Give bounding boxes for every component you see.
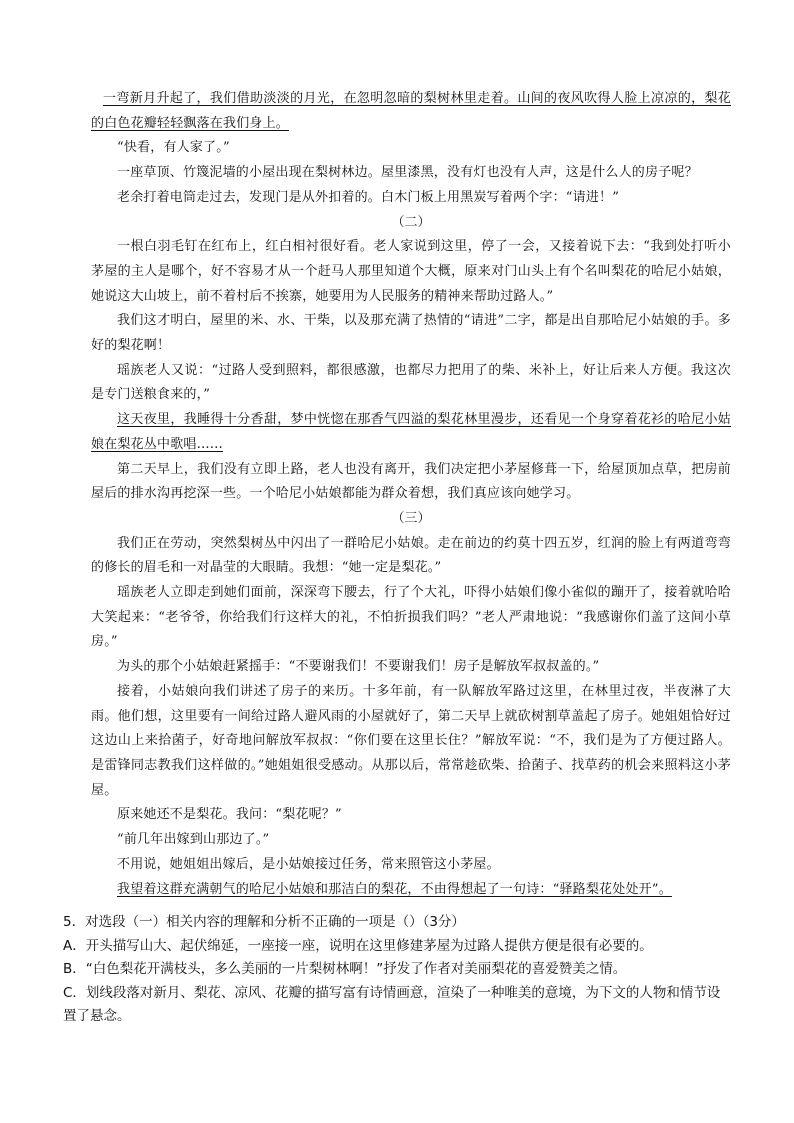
passage-paragraph: 接着，小姑娘向我们讲述了房子的来历。十多年前，有一队解放军路过这里，在林里过夜，半夜淋了大雨。他们想，这里要有一间给过路人避风雨的小屋就好了，第二天早上就砍树割草盖起了房子。她姐姐恰好过这边山上来拾菌子，好奇地问解放军叔叔：“你们要在这里长住？”解放军说：“不，我们是为了方便过路人。是雷锋同志教我们这样做的。”她姐姐很受感动。从那以后，常常趁砍柴、拾菌子、找草药的机会来照料这小茅屋。 bbox=[91, 683, 731, 798]
passage-paragraph: 瑶族老人又说：“过路人受到照料，都很感激，也都尽力把用了的柴、米补上，好让后来人方便。我这次是专门送粮食来的，” bbox=[91, 362, 731, 403]
passage-paragraph: 为头的那个小姑娘赶紧摇手：“不要谢我们！不要谢我们！房子是解放军叔叔盖的。” bbox=[117, 659, 600, 675]
passage bbox=[91, 87, 731, 902]
passage-paragraph: 老余打着电筒走过去，发现门是从外扣着的。白木门板上用黑炭写着两个字：“请进！” bbox=[117, 189, 620, 205]
passage-paragraph-underlined: 我望着这群充满朝气的哈尼小姑娘和那洁白的梨花，不由得想起了一句诗：“驿路梨花处处开”。 bbox=[117, 881, 672, 897]
passage-paragraph: 一根白羽毛钉在红布上，红白相衬很好看。老人家说到这里，停了一会，又接着说下去：“我到处打听小茅屋的主人是哪个，好不容易才从一个赶马人那里知道个大概，原来对门山头上有个名叫梨花的哈尼小姑娘，她说这大山坡上，前不着村后不挨寨，她要用为人民服务的精神来帮助过路人。” bbox=[91, 239, 731, 304]
passage-paragraph: “前几年出嫁到山那边了。” bbox=[117, 832, 270, 848]
passage-paragraph-underlined: 一弯新月升起了，我们借助淡淡的月光，在忽明忽暗的梨树林里走着。山间的夜风吹得人脸上凉凉的，梨花的白色花瓣轻轻飘落在我们身上。 bbox=[91, 91, 731, 131]
passage-paragraph: “快看，有人家了。” bbox=[117, 140, 230, 156]
question-block bbox=[63, 911, 733, 1029]
passage-paragraph: 一座草顶、竹篾泥墙的小屋出现在梨树林边。屋里漆黑，没有灯也没有人声，这是什么人的房子呢？ bbox=[117, 165, 698, 181]
passage-paragraph: 瑶族老人立即走到她们面前，深深弯下腰去，行了个大礼，吓得小姑娘们像小雀似的蹦开了，接着就哈哈大笑起来：“老爷爷，你给我们行这样大的礼，不怕折损我们吗？”老人严肃地说：“我感谢你们盖了这间小草房。” bbox=[91, 585, 731, 650]
passage-paragraph: 不用说，她姐姐出嫁后，是小姑娘接过任务，常来照管这小茅屋。 bbox=[117, 856, 500, 872]
passage-paragraph: 我们这才明白，屋里的米、水、干柴，以及那充满了热情的“请进”二字，都是出自那哈尼小姑娘的手。多好的梨花啊！ bbox=[91, 313, 731, 354]
passage-paragraph: 我们正在劳动，突然梨树丛中闪出了一群哈尼小姑娘。走在前边的约莫十四五岁，红润的脸上有两道弯弯的修长的眉毛和一对晶莹的大眼睛。我想：“她一定是梨花。” bbox=[91, 535, 731, 576]
option-a: A．开头描写山大、起伏绵延，一座接一座，说明在这里修建茅屋为过路人提供方便是很有必要的。 bbox=[63, 937, 653, 954]
section-heading-2: （二） bbox=[391, 214, 431, 230]
section-heading-3: （三） bbox=[391, 510, 431, 526]
option-b: B．“白色梨花开满枝头，多么美丽的一片梨树林啊！”抒发了作者对美丽梨花的喜爱赞美之情。 bbox=[63, 961, 627, 977]
question-stem: 5．对选段（一）相关内容的理解和分析不正确的一项是（）（3分） bbox=[63, 914, 465, 930]
option-c: C．划线段落对新月、梨花、凉风、花瓣的描写富有诗情画意，渲染了一种唯美的意境，为下文的人物和情节设置了悬念。 bbox=[63, 984, 721, 1024]
passage-paragraph: 原来她还不是梨花。我问：“梨花呢？” bbox=[117, 807, 342, 823]
passage-paragraph: 第二天早上，我们没有立即上路，老人也没有离开，我们决定把小茅屋修葺一下，给屋顶加点草，把房前屋后的排水沟再挖深一些。一个哈尼小姑娘都能为群众着想，我们真应该向她学习。 bbox=[91, 461, 731, 502]
passage-paragraph-underlined: 这天夜里，我睡得十分香甜，梦中恍惚在那香气四溢的梨花林里漫步，还看见一个身穿着花衫的哈尼小姑娘在梨花丛中歌唱…… bbox=[91, 412, 731, 452]
